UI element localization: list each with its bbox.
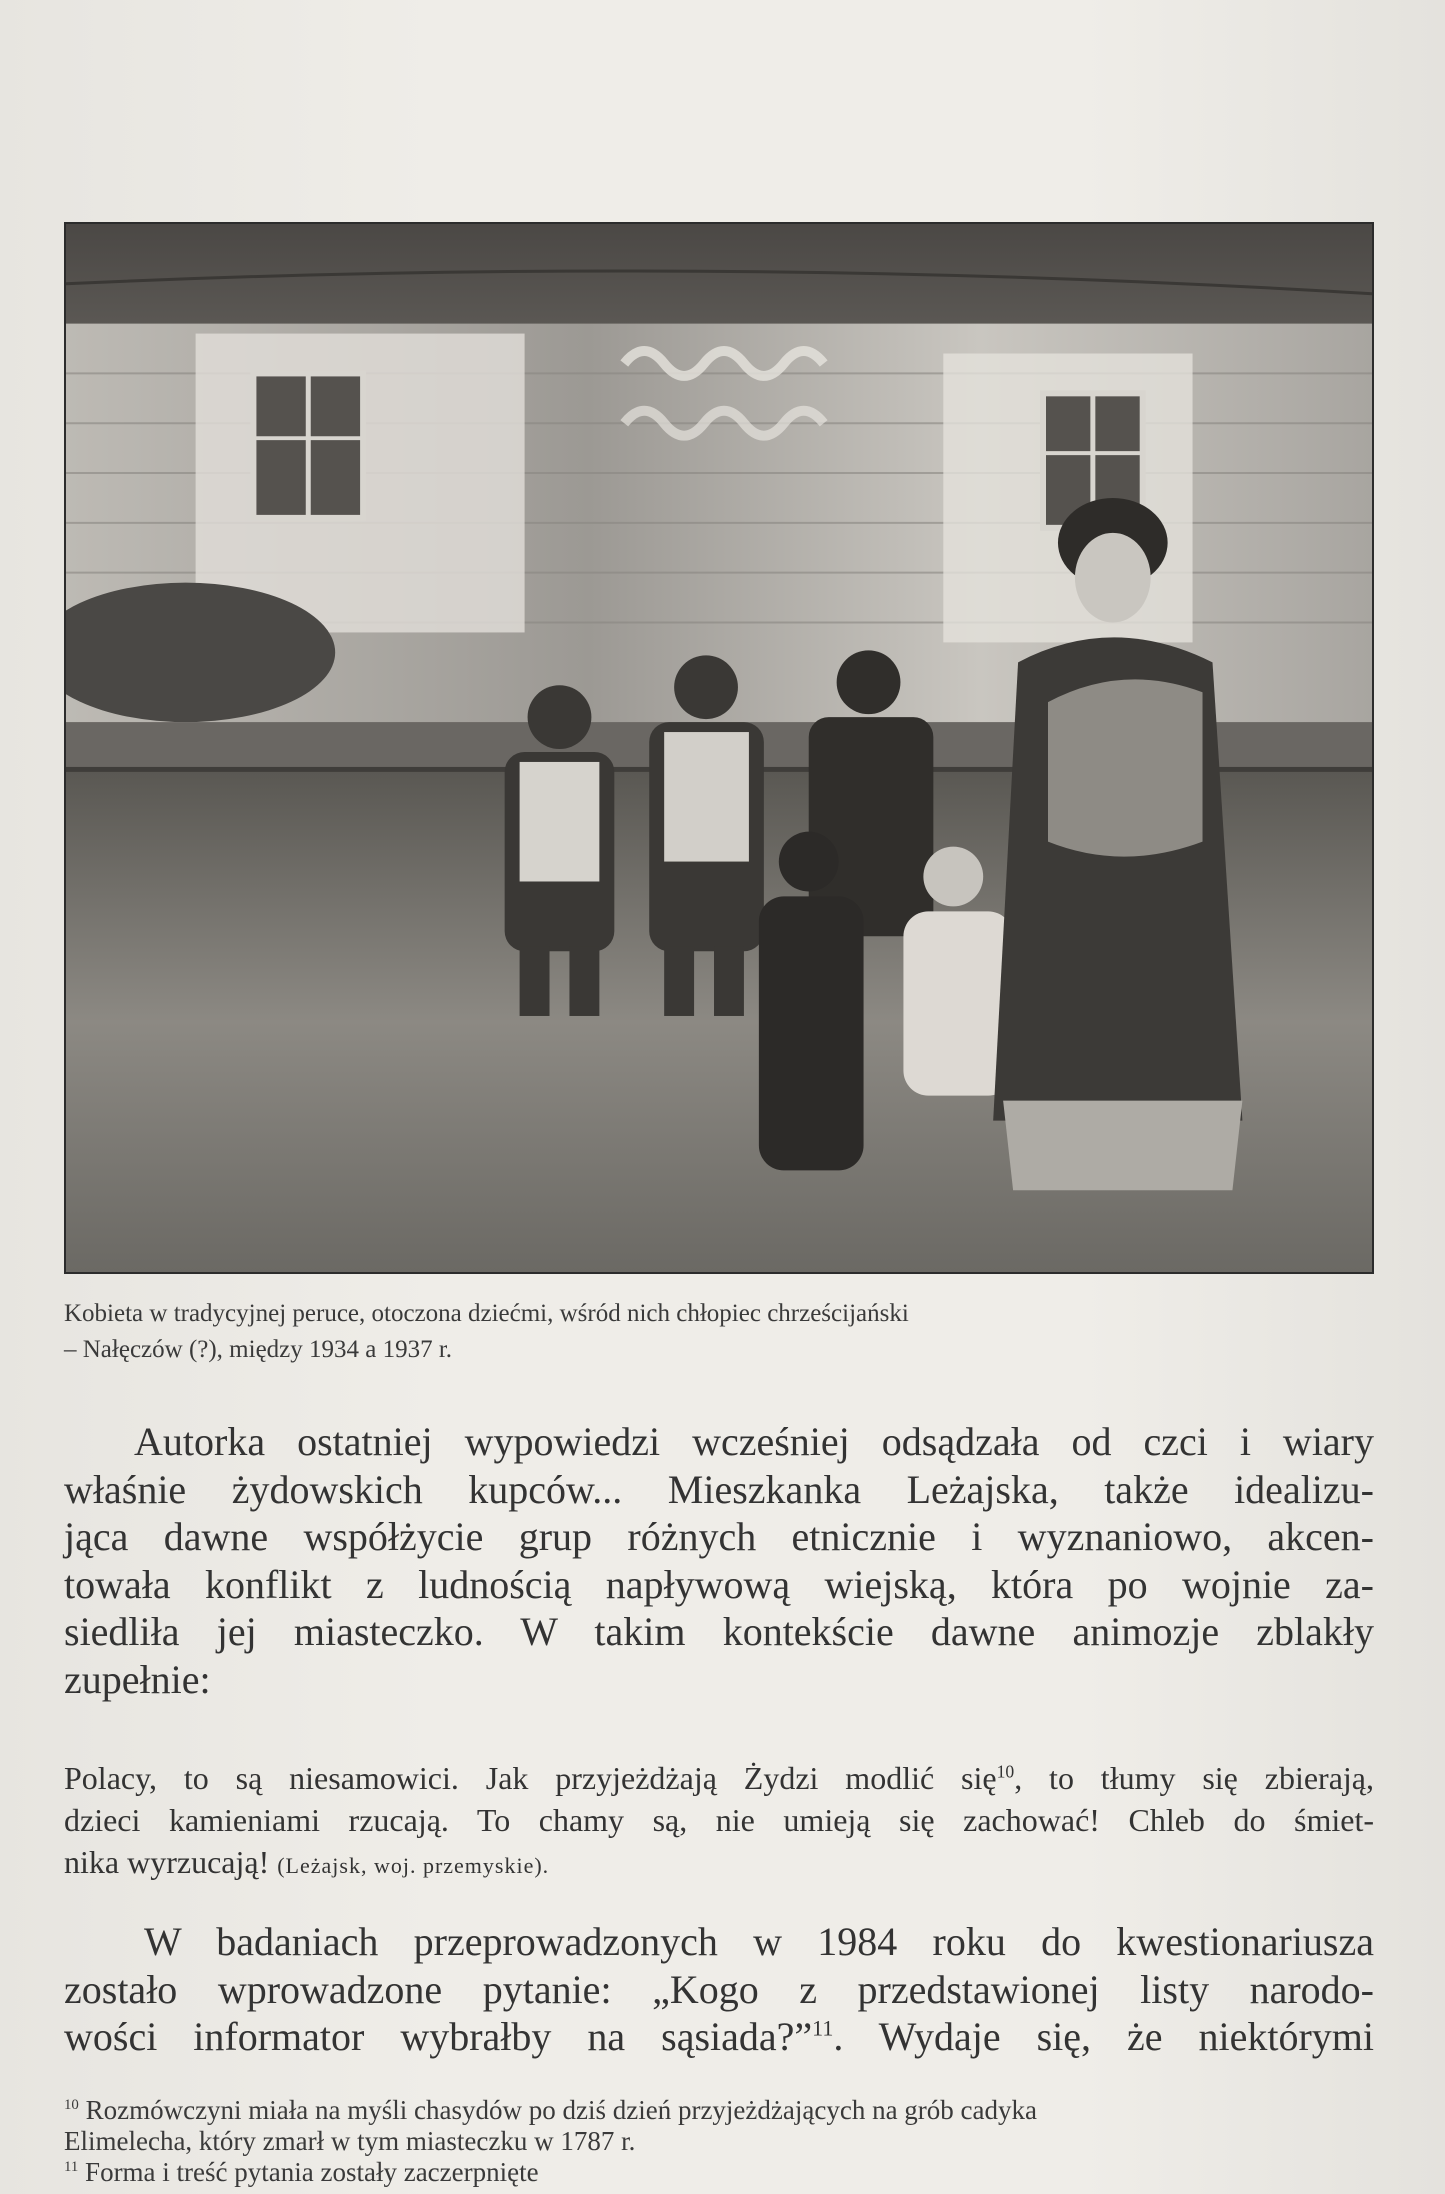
quote-text: Polacy, to są niesamowici. Jak przyjeżdżają Żydzi modlić się [64,1760,997,1796]
footnote-number: 10 [64,2097,79,2113]
paragraph-text: wości informator wybrałby na sąsiada?” [64,2014,813,2059]
paragraph-text: . Wydaje się, że niektórymi [833,2014,1374,2059]
footnote-text: Forma i treść pytania zostały zaczerpnięte [85,2157,539,2187]
quote-line [64,1757,1374,1799]
quote-source: (Leżajsk, woj. przemyskie). [277,1853,550,1878]
block-quote [64,1757,1374,1887]
paragraph-line: Autorka ostatniej wypowiedzi wcześniej odsądzała od czci i wiary [134,1419,1374,1464]
quote-text: nika wyrzucają! [64,1844,270,1880]
footnote-ref-10[interactable]: 10 [996,1761,1015,1782]
paragraph-line: zostało wprowadzone pytanie: „Kogo z przedstawionej listy narodo- [64,1966,1374,2012]
paragraph-line: siedliła jej miasteczko. W takim kontekście dawne animozje zblakły [64,1609,1374,1654]
paragraph-line: zupełnie: [64,1656,211,1702]
caption-line-1: Kobieta w tradycyjnej peruce, otoczona dziećmi, wśród nich chłopiec chrześcijański [64,1300,909,1327]
body-paragraph-2 [64,1918,1374,2061]
paragraph-line [64,2013,1374,2061]
quote-text: , to tłumy się zbierają, [1014,1760,1375,1796]
footnote-11 [64,2157,1384,2188]
footnote-number: 11 [64,2159,79,2175]
footnote-ref-11[interactable]: 11 [812,2015,834,2041]
historical-photograph [64,222,1374,1274]
photo-caption [64,1296,1384,1368]
paragraph-line: właśnie żydowskich kupców... Mieszkanka Leżajska, także idealizu- [64,1466,1374,1512]
quote-line: dzieci kamieniami rzucają. To chamy są, nie umieją się zachować! Chleb do śmiet- [64,1802,1374,1838]
footnote-text: Rozmówczyni miała na myśli chasydów po dziś dzień przyjeżdżających na grób cadyka [85,2095,1038,2125]
paragraph-line: towała konflikt z ludnością napływową wiejską, która po wojnie za- [64,1561,1374,1607]
footnote-10-line-2: Elimelecha, który zmarł w tym miasteczku w 1787 r. [64,2126,636,2156]
body-paragraph-1 [64,1418,1374,1703]
paragraph-line: W badaniach przeprowadzonych w 1984 roku do kwestionariusza [144,1919,1374,1964]
footnote-10-line-1 [64,2095,1384,2126]
quote-line [64,1841,1374,1887]
paragraph-line: jąca dawne współżycie grup różnych etnicznie i wyznaniowo, akcen- [64,1514,1374,1559]
caption-line-2: – Nałęczów (?), między 1934 a 1937 r. [64,1336,453,1363]
footnotes [64,2095,1384,2188]
photo-illustration [66,224,1372,1272]
